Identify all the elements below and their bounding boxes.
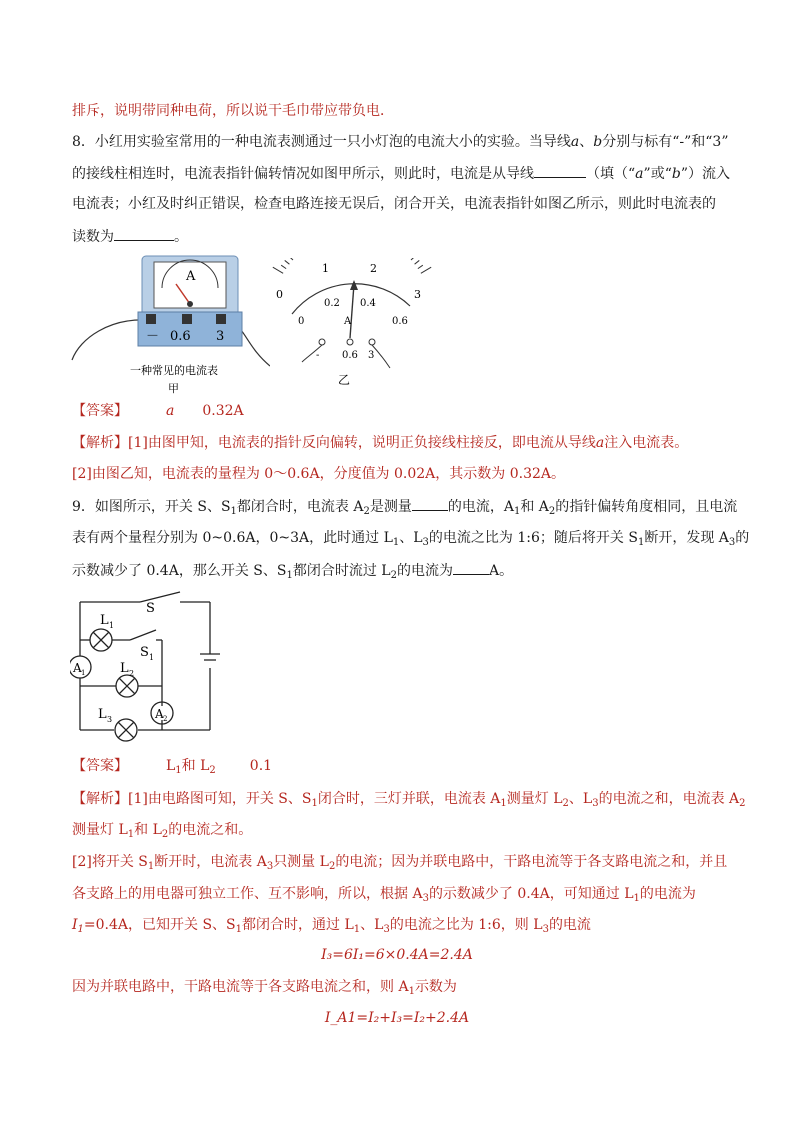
prev-line: 排斥，说明带同种电荷，所以说干毛巾带应带负电． xyxy=(72,103,394,119)
scale-tick xyxy=(285,260,290,264)
circuit-L1-sub: 1 xyxy=(109,621,115,630)
q9-analysis-4: 各支路上的用电器可独立工作、互不影响，所以，根据 $A_3$的示数减少了 0.4A，可知通过 $L_1$的电流为 xyxy=(72,886,696,904)
fig-jia-caption: 一种常见的电流表 xyxy=(130,364,218,377)
circuit-A2-sub: 2 xyxy=(163,715,168,723)
q9-line-3: 示数减少了 0.4A，那么开关 S、$S_1$都闭合时流过 $L_2$的电流为 A。 xyxy=(72,560,722,586)
circuit-L1: L xyxy=(100,613,109,628)
q9-blank-2[interactable] xyxy=(453,560,489,575)
circuit-S1-sub: 1 xyxy=(149,653,155,662)
fig-yi-label: 乙 xyxy=(338,373,351,387)
terminal-3: 3 xyxy=(216,329,225,344)
q8-line-3: 电流表；小红及时纠正错误，检查电路连接无误后，闭合开关，电流表指针如图乙所示，则此时电流表的 xyxy=(72,196,716,212)
scale-tick xyxy=(418,265,423,268)
circuit-A1-sub: 1 xyxy=(81,669,86,677)
scale-t-minus: - xyxy=(316,350,320,361)
ammeter-figure xyxy=(70,248,270,398)
q9-answer: 【答案】 $L_1$和 $L_2$ 0.1 xyxy=(72,758,273,776)
q9-equation-1: I₃=6I₁=6×0.4A=2.4A xyxy=(321,947,473,963)
scale-t-3: 3 xyxy=(368,350,375,361)
scale-t-06: 0.6 xyxy=(342,350,358,361)
circuit-L3-sub: 3 xyxy=(107,715,113,724)
circuit-L2-sub: 2 xyxy=(129,669,135,678)
q9-analysis-5: $I_1=0.4A$，已知开关 S、$S_1$都闭合时，通过 $L_1$、$L_3$的电流之比为 1:6，则 $L_3$的电流 xyxy=(72,917,591,935)
scale-tick xyxy=(289,258,293,260)
scale-needle xyxy=(350,284,354,338)
q9-blank-1[interactable] xyxy=(412,496,448,511)
scale-top-0: 0 xyxy=(276,288,283,301)
q8-line-2: 的接线柱相连时，电流表指针偏转情况如图甲所示，则此时，电流是从导线 （填（“a”或“b”）流入 xyxy=(72,163,722,184)
scale-top-1: 1 xyxy=(322,262,329,275)
q9-analysis-1: 【解析】[1]由电路图可知，开关 S、$S_1$闭合时，三灯并联，电流表 $A_1$测量灯 $L_2$、$L_3$的电流之和，电流表 $A_2$ xyxy=(72,791,746,809)
circuit-A1: A xyxy=(73,661,82,675)
q8-analysis-1: 【解析】[1]由图甲知，电流表的指针反向偏转，说明正负接线柱接反，即电流从导线a注入电流表。 xyxy=(72,435,689,451)
q8-line-4: 读数为 。 xyxy=(72,226,722,247)
scale-bot-1: 0.2 xyxy=(324,298,340,309)
scale-figure xyxy=(272,258,432,388)
q8-analysis-2: [2]由图乙知，电流表的量程为 0～0.6A，分度值为 0.02A，其示数为 0.32A。 xyxy=(72,466,566,482)
circuit-A2: A xyxy=(155,707,164,721)
scale-bot-0: 0 xyxy=(298,316,305,327)
circuit-L2: L xyxy=(120,661,129,676)
q9-analysis-6: 因为并联电路中，干路电流等于各支路电流之和，则 $A_1$示数为 xyxy=(72,979,457,997)
scale-top-2: 2 xyxy=(370,262,377,275)
q8-blank-1[interactable] xyxy=(534,163,586,178)
q9-line-1: 9．如图所示，开关 S、$S_1$都闭合时，电流表 $A_2$是测量 的电流，$A_1$和 $A_2$的指针偏转角度相同，且电流 xyxy=(72,496,722,522)
scale-tick xyxy=(411,258,415,260)
circuit-diagram xyxy=(70,590,230,750)
scale-needle-A: A xyxy=(344,316,352,327)
scale-tick xyxy=(281,265,286,268)
q9-line-2: 表有两个量程分别为 0~0.6A，0~3A，此时通过 $L_1$、$L_3$的电流之比为 1:6；随后将开关 $S_1$断开，发现 $A_3$的 xyxy=(72,530,750,548)
scale-tick xyxy=(415,260,420,264)
circuit-S1: S xyxy=(140,645,149,660)
q8-answer: 【答案】 a 0.32A xyxy=(72,403,244,419)
terminal-minus: － xyxy=(146,329,160,344)
q9-analysis-2: 测量灯 $L_1$和 $L_2$的电流之和。 xyxy=(72,822,253,840)
q8-line-1: 8．小红用实验室常用的一种电流表测通过一只小灯泡的电流大小的实验。当导线a、b分别与标有“-”和“3” xyxy=(72,134,729,150)
q9-equation-2: I_A1=I₂+I₃=I₂+2.4A xyxy=(324,1010,470,1026)
scale-tick xyxy=(421,267,431,273)
circuit-S: S xyxy=(146,601,155,616)
scale-bot-2: 0.4 xyxy=(360,298,376,309)
fig-jia-label: 甲 xyxy=(168,382,179,395)
scale-top-3: 3 xyxy=(414,288,421,301)
q9-analysis-3: [2]将开关 $S_1$断开时，电流表 $A_3$只测量 $L_2$的电流；因为并联电路中，干路电流等于各支路电流之和，并且 xyxy=(72,854,728,872)
ammeter-A-label: A xyxy=(186,269,196,284)
circuit-L3: L xyxy=(98,707,107,722)
scale-bot-3: 0.6 xyxy=(392,316,408,327)
terminal-06: 0.6 xyxy=(170,329,191,344)
scale-tick xyxy=(273,267,283,273)
q8-blank-2[interactable] xyxy=(114,226,174,241)
